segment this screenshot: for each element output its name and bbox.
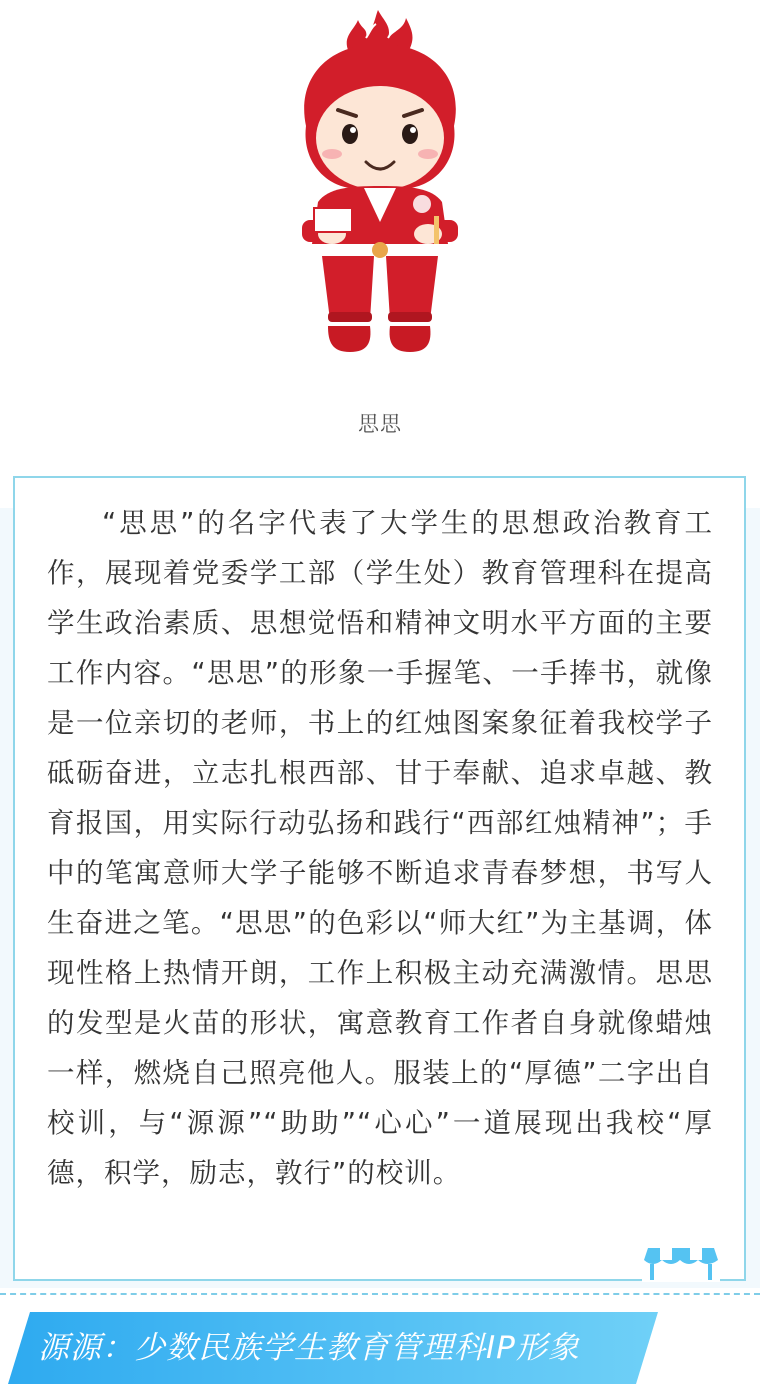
description-paragraph: “思思”的名字代表了大学生的思想政治教育工作，展现着党委学工部（学生处）教育管理科在提高学生政治素质、思想觉悟和精神文明水平方面的主要工作内容。“思思”的形象一手握笔、一手捧书，就像是一位亲切的老师，书上的红烛图案象征着我校学子砥砺奋进，立志扎根西部、甘于奉献、追求卓越、教育报国，用实际行动弘扬和践行“西部红烛精神”；手中的笔寓意师大学子能够不断追求青春梦想，书写人生奋进之笔。“思思”的色彩以“师大红”为主基调，体现性格上热情开朗，工作上积极主动充满激情。思思的发型是火苗的形状，寓意教育工作者自身就像蜡烛一样，燃烧自己照亮他人。服装上的“厚德”二字出自校训，与“源源”“助助”“心心”一道展现出我校“厚德，积学，励志，敦行”的校训。 (47, 507, 713, 1189)
description-box (13, 476, 746, 1281)
awning-icon (642, 1242, 720, 1282)
mascot-figure (0, 0, 760, 470)
figure-caption: 思思 (358, 412, 402, 436)
section-title: 源源：少数民族学生教育管理科IP形象 (38, 1330, 580, 1366)
section-divider (0, 1293, 760, 1295)
mascot-sisi-icon (288, 8, 472, 358)
